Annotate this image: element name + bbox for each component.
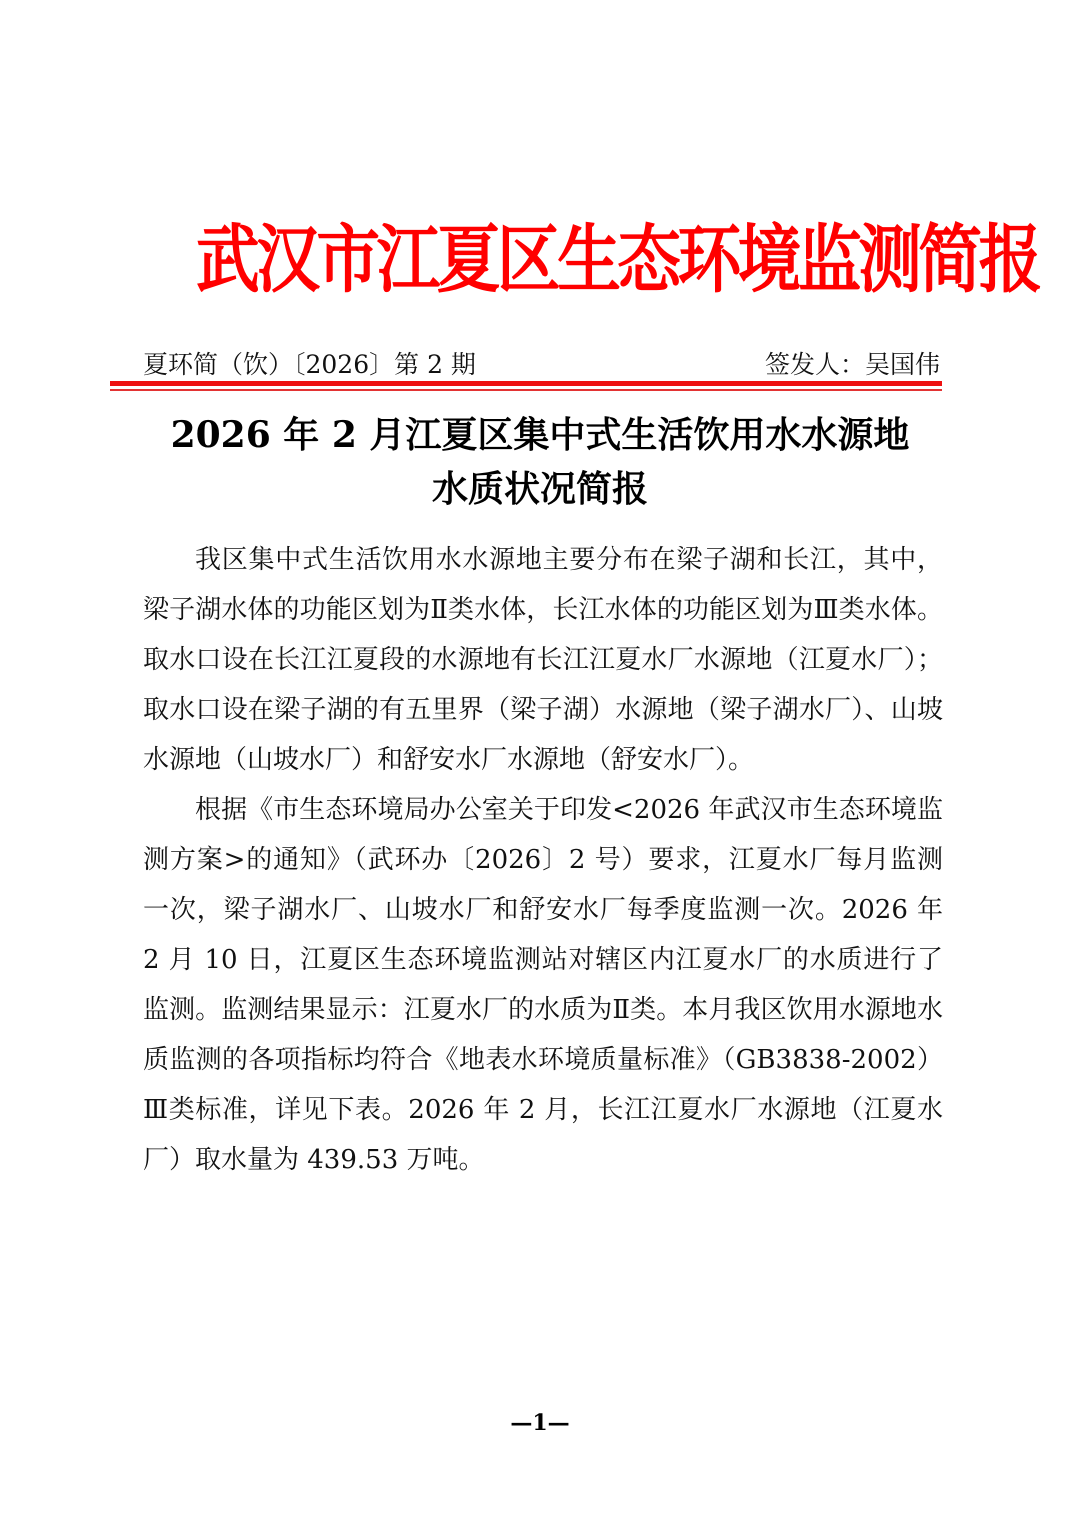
issue-info-row	[143, 345, 940, 385]
document-title-line2: 水质状况简报	[431, 468, 648, 510]
document-body	[143, 535, 943, 1185]
body-paragraph: 根据《市生态环境局办公室关于印发<2026 年武汉市生态环境监测方案>的通知》（武环办〔2026〕2 号）要求，江夏水厂每月监测一次，梁子湖水厂、山坡水厂和舒安水厂每季度监测一次。2026 年 2 月 10 日，江夏区生态环境监测站对辖区内江夏水厂的水质进行了监测。监测结果显示：江夏水厂的水质为Ⅱ类。本月我区饮用水源地水质监测的各项指标均符合《地表水环境质量标准》（GB3838-2002）Ⅲ类标准，详见下表。2026 年 2 月，长江江夏水厂水源地（江夏水厂）取水量为 439.53 万吨。	[143, 795, 943, 1175]
document-title-line1: 2026 年 2 月江夏区集中式生活饮用水水源地	[170, 414, 910, 456]
red-divider-thick	[110, 381, 942, 386]
document-title	[110, 408, 970, 516]
page-number: —1—	[510, 1410, 570, 1436]
masthead-title: 武汉市江夏区生态环境监测简报	[196, 217, 1039, 303]
body-paragraph: 我区集中式生活饮用水水源地主要分布在梁子湖和长江，其中，梁子湖水体的功能区划为Ⅱ类水体，长江水体的功能区划为Ⅲ类水体。取水口设在长江江夏段的水源地有长江江夏水厂水源地（江夏水厂）；取水口设在梁子湖的有五里界（梁子湖）水源地（梁子湖水厂）、山坡水源地（山坡水厂）和舒安水厂水源地（舒安水厂）。	[143, 545, 943, 775]
red-divider-thin	[110, 389, 942, 391]
issue-signer: 签发人：吴国伟	[764, 350, 940, 379]
issue-number: 夏环简（饮）〔2026〕第 2 期	[143, 350, 476, 379]
